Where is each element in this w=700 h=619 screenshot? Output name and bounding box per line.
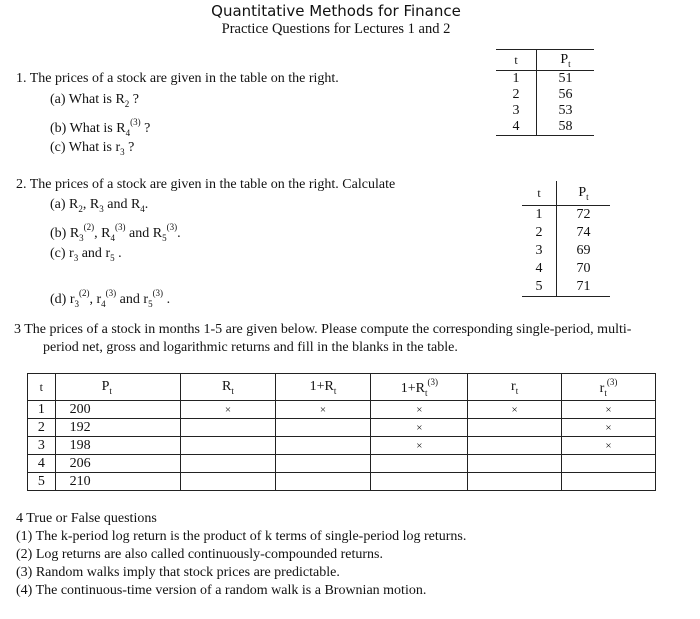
q4-item-2: (2) Log returns are also called continuously-compounded returns.: [16, 547, 384, 562]
returns-table: [27, 373, 656, 491]
blank-cell[interactable]: [468, 455, 562, 473]
table-row: 2 192 × ×: [28, 419, 656, 437]
q4-item-3: (3) Random walks imply that stock prices are predictable.: [16, 565, 340, 580]
blank-cell[interactable]: [468, 473, 562, 491]
table-row: 5 210: [28, 473, 656, 491]
blank-cell[interactable]: [275, 437, 371, 455]
blocked-cell: ×: [468, 401, 562, 419]
q2-part-c: (c) $r_3$ and $r_5$ .: [50, 246, 122, 263]
col-header-log-return: $r_t$: [468, 374, 562, 401]
q1-part-b: (b) What is $R_4^{(3)}$ ?: [50, 117, 151, 138]
price-table-1: [496, 49, 594, 136]
blank-cell[interactable]: [275, 473, 371, 491]
blocked-cell: ×: [275, 401, 371, 419]
blank-cell[interactable]: [275, 455, 371, 473]
blocked-cell: ×: [371, 419, 468, 437]
col-header-t: t: [28, 374, 56, 401]
blank-cell[interactable]: [275, 419, 371, 437]
price-table-2: [522, 181, 610, 297]
blank-cell[interactable]: [371, 473, 468, 491]
page-subtitle: Practice Questions for Lectures 1 and 2: [221, 21, 451, 37]
q1-part-c: (c) What is $r_3$ ?: [50, 140, 135, 157]
table-row: 3 198 × ×: [28, 437, 656, 455]
q3-text-line2: period net, gross and logarithmic returns and fill in the blanks in the table.: [43, 340, 458, 355]
col-header-p: $P_t$: [560, 51, 571, 69]
blank-cell[interactable]: [371, 455, 468, 473]
table-row: 5 71: [522, 278, 610, 297]
col-header-multi-log-return: $r_t^{(3)}$: [562, 374, 656, 401]
col-header-t: t: [496, 50, 537, 71]
q4-item-1: (1) The k-period log return is the product of k terms of single-period log returns.: [16, 529, 467, 544]
table-row: 3 53: [496, 103, 594, 119]
q4-title: 4 True or False questions: [16, 511, 157, 526]
table-header-row: [496, 50, 594, 71]
blank-cell[interactable]: [562, 455, 656, 473]
table-row: 2 56: [496, 87, 594, 103]
blank-cell[interactable]: [562, 473, 656, 491]
col-header-p: $P_t$: [578, 184, 589, 202]
table-row: 4 70: [522, 260, 610, 278]
blank-cell[interactable]: [181, 419, 275, 437]
blocked-cell: ×: [562, 401, 656, 419]
blocked-cell: ×: [181, 401, 275, 419]
table-row: 2 74: [522, 224, 610, 242]
blank-cell[interactable]: [468, 437, 562, 455]
blocked-cell: ×: [562, 419, 656, 437]
q4-item-4: (4) The continuous-time version of a random walk is a Brownian motion.: [16, 583, 427, 598]
table-row: 4 206: [28, 455, 656, 473]
q2-part-d: (d) $r_3^{(2)}$, $r_4^{(3)}$ and $r_5^{(3)}$ .: [50, 288, 171, 309]
col-header-net-return: $R_t$: [181, 374, 275, 401]
q2-part-b: (b) $R_3^{(2)}$, $R_4^{(3)}$ and $R_5^{(3)}$.: [50, 222, 181, 243]
q3-text-line1: 3 The prices of a stock in months 1-5 are given below. Please compute the corresponding single-period, multi-: [14, 322, 632, 337]
table-row: 3 69: [522, 242, 610, 260]
blank-cell[interactable]: [468, 419, 562, 437]
col-header-t: t: [522, 181, 557, 206]
blocked-cell: ×: [371, 437, 468, 455]
blank-cell[interactable]: [181, 473, 275, 491]
table-header-row: [522, 181, 610, 206]
blocked-cell: ×: [371, 401, 468, 419]
table-row: 4 58: [496, 119, 594, 136]
blank-cell[interactable]: [181, 455, 275, 473]
table-row: 1 200 × × × × ×: [28, 401, 656, 419]
table-row: 1 51: [496, 71, 594, 88]
page-title: Quantitative Methods for Finance: [211, 2, 461, 20]
q1-intro: 1. The prices of a stock are given in the table on the right.: [16, 71, 339, 86]
q2-intro: 2. The prices of a stock are given in the table on the right. Calculate: [16, 177, 396, 192]
col-header-gross-return: $1+R_t$: [275, 374, 371, 401]
table-header-row: [28, 374, 656, 401]
blocked-cell: ×: [562, 437, 656, 455]
q1-part-a: (a) What is $R_2$ ?: [50, 92, 140, 109]
col-header-price: $P_t$: [55, 374, 181, 401]
blank-cell[interactable]: [181, 437, 275, 455]
table-row: 1 72: [522, 206, 610, 225]
col-header-multi-gross-return: $1+R_t^{(3)}$: [371, 374, 468, 401]
q2-part-a: (a) $R_2$, $R_3$ and $R_4$.: [50, 197, 149, 214]
